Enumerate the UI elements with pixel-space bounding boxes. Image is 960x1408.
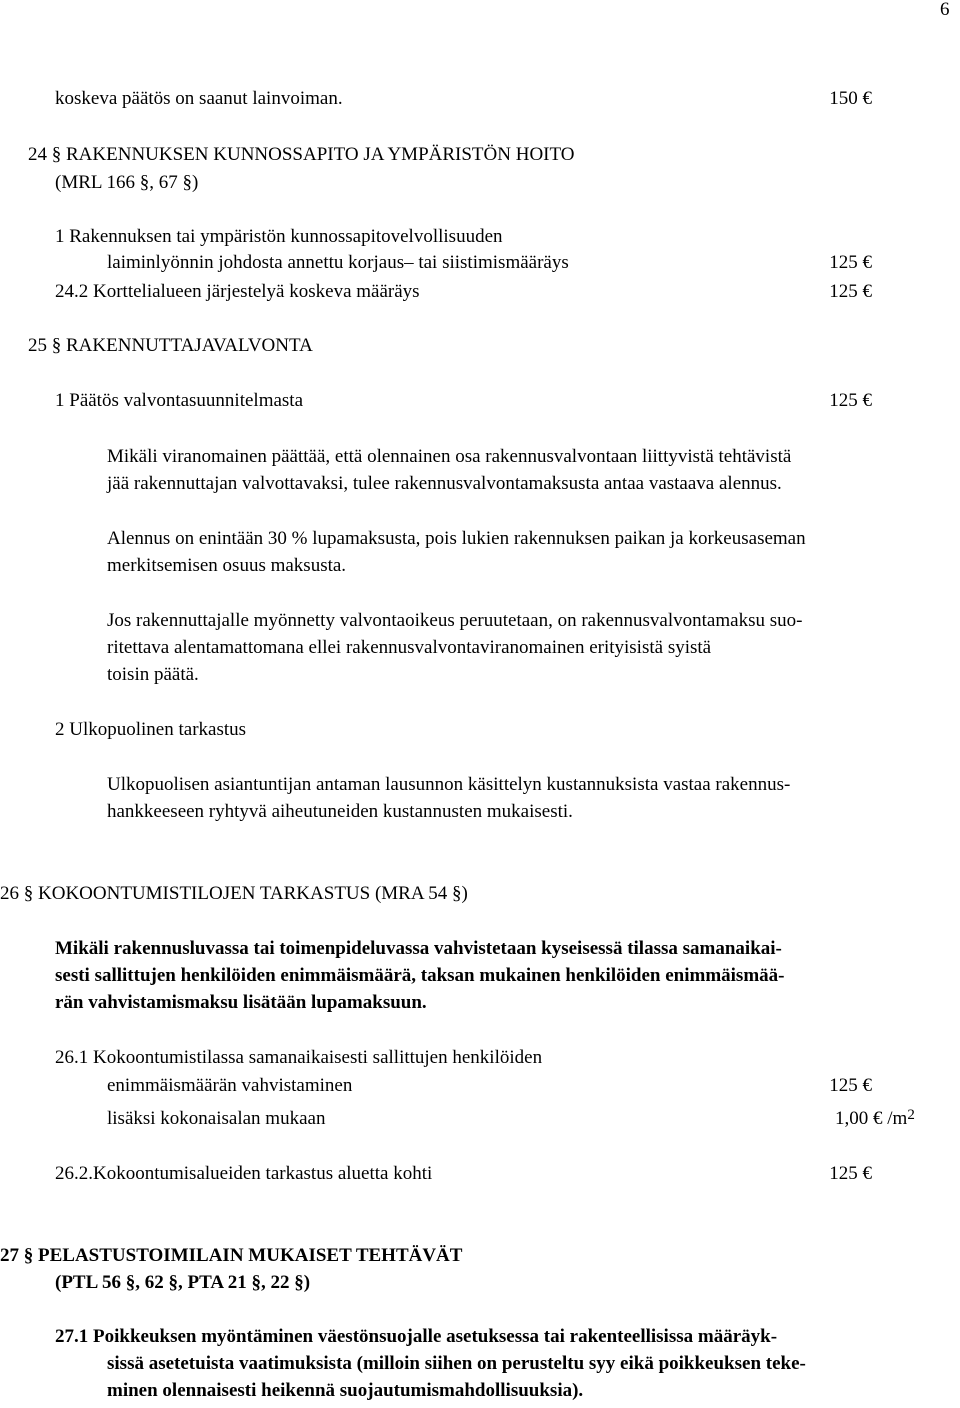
item-26-2: 26.2.Kokoontumisalueiden tarkastus aluetta kohti — [55, 1163, 433, 1184]
paragraph-line: Ulkopuolisen asiantuntijan antaman lausunnon käsittelyn kustannuksista vastaa rakennus- — [107, 774, 791, 795]
item-26-1-cont: enimmäismäärän vahvistaminen — [107, 1075, 353, 1096]
item-24-2: 24.2 Korttelialueen järjestelyä koskeva määräys — [55, 281, 420, 302]
paragraph-line: ritettava alentamattomana ellei rakennusvalvontaviranomainen erityisistä syistä — [107, 637, 712, 658]
page-number: 6 — [940, 0, 950, 20]
bold-paragraph-line: rän vahvistamismaksu lisätään lupamaksuun. — [55, 992, 427, 1013]
section-24-title: 24 § RAKENNUKSEN KUNNOSSAPITO JA YMPÄRISTÖN HOITO — [28, 144, 575, 165]
item-24-1: 1 Rakennuksen tai ympäristön kunnossapitovelvollisuuden — [55, 226, 503, 247]
price: 125 € — [829, 1163, 872, 1184]
item-26-1-extra: lisäksi kokonaisalan mukaan — [107, 1108, 326, 1129]
bold-paragraph-line: sesti sallittujen henkilöiden enimmäismäärä, taksan mukainen henkilöiden enimmäismää- — [55, 965, 785, 986]
price: 150 € — [829, 88, 872, 109]
bold-paragraph-line: minen olennaisesti heikennä suojautumismahdollisuuksia). — [107, 1380, 584, 1401]
paragraph-line: toisin päätä. — [107, 664, 199, 685]
item-25-2: 2 Ulkopuolinen tarkastus — [55, 719, 247, 740]
paragraph-line: hankkeeseen ryhtyvä aiheutuneiden kustannusten mukaisesti. — [107, 801, 573, 822]
item-26-1: 26.1 Kokoontumistilassa samanaikaisesti sallittujen henkilöiden — [55, 1047, 543, 1068]
price: 125 € — [829, 1075, 872, 1096]
section-25-title: 25 § RAKENNUTTAJAVALVONTA — [28, 335, 313, 356]
section-27-title: 27 § PELASTUSTOIMILAIN MUKAISET TEHTÄVÄT — [0, 1245, 463, 1266]
bold-paragraph-line: Mikäli rakennusluvassa tai toimenpideluvassa vahvistetaan kyseisessä tilassa samanaikai- — [55, 938, 782, 959]
section-26-title: 26 § KOKOONTUMISTILOJEN TARKASTUS (MRA 54 §) — [0, 883, 468, 904]
price: 125 € — [829, 281, 872, 302]
bold-paragraph-line: sissä asetetuista vaatimuksista (milloin siihen on perusteltu syy eikä poikkeuksen teke- — [107, 1353, 806, 1374]
bold-paragraph-line: 27.1 Poikkeuksen myöntäminen väestönsuojalle asetuksessa tai rakenteellisissa määräyk- — [55, 1326, 778, 1347]
section-27-reference: (PTL 56 §, 62 §, PTA 21 §, 22 §) — [55, 1272, 311, 1293]
line-text: koskeva päätös on saanut lainvoiman. — [55, 88, 343, 109]
price-per-area — [835, 1107, 915, 1131]
section-24-reference: (MRL 166 §, 67 §) — [55, 172, 199, 193]
item-24-1-cont: laiminlyönnin johdosta annettu korjaus– tai siistimismääräys — [107, 252, 569, 273]
paragraph-line: Jos rakennuttajalle myönnetty valvontaoikeus peruutetaan, on rakennusvalvontamaksu suo- — [107, 610, 803, 631]
item-25-1: 1 Päätös valvontasuunnitelmasta — [55, 390, 304, 411]
paragraph-line: jää rakennuttajan valvottavaksi, tulee rakennusvalvontamaksusta antaa vastaava alennus. — [107, 473, 782, 494]
price-per-area-value: 1,00 € /m — [835, 1108, 908, 1129]
paragraph-line: Alennus on enintään 30 % lupamaksusta, pois lukien rakennuksen paikan ja korkeusaseman — [107, 528, 806, 549]
price: 125 € — [829, 390, 872, 411]
price: 125 € — [829, 252, 872, 273]
paragraph-line: Mikäli viranomainen päättää, että olennainen osa rakennusvalvontaan liittyvistä tehtävistä — [107, 446, 792, 467]
paragraph-line: merkitsemisen osuus maksusta. — [107, 555, 347, 576]
unit-exponent: 2 — [907, 1107, 915, 1123]
